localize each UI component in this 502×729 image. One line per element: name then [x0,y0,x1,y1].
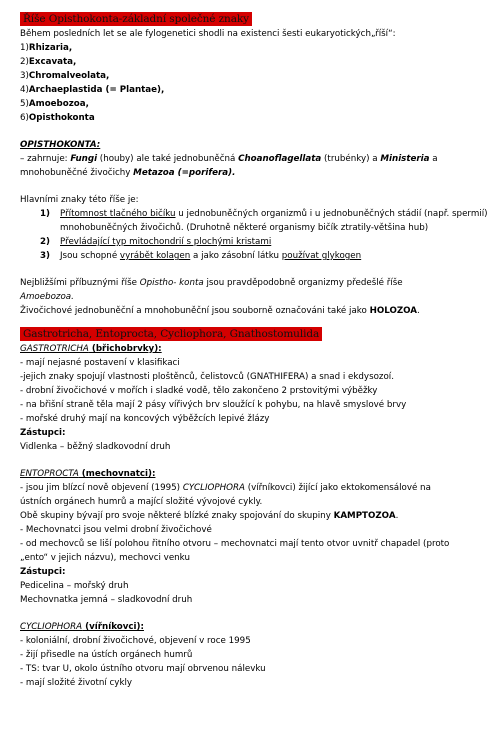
entoprocta-line-3: Obě skupiny bývají pro svoje některé blízké znaky spojování do skupiny KAMPTOZOA. [20,511,399,521]
species-item: Pedicelina – mořský druh [20,581,129,591]
list-item: - mořské druhý mají na koncových výběžcích lepivé žlázy [20,414,270,424]
section-heading: Říše Opisthokonta-základní společné znaky [20,12,252,26]
section-title-opisthokonta [20,12,492,27]
kingdom-item: 6)Opisthokonta [20,113,95,123]
zastupci-label: Zástupci: [20,567,66,577]
entoprocta-line-4: - Mechovnatci jsou velmi drobní živočichové [20,525,212,535]
gastrotricha-heading: GASTROTRICHA (břichobrvky): [20,344,162,354]
list-item: - TS: tvar U, okolo ústního otvoru mají obrvenou nálevku [20,664,266,674]
list-item: - drobní živočichové v mořích i sladké vodě, tělo zakončeno 2 prstovitými výběžky [20,386,378,396]
entoprocta-heading: ENTOPROCTA (mechovnatci): [20,469,156,479]
list-item: - na břišní straně těla mají 2 pásy vířivých brv sloužící k pohybu, na hlavě smyslové brvy [20,400,407,410]
kingdom-item: 5)Amoebozoa, [20,99,89,109]
entoprocta-line-5: - od mechovců se liší polohou řitního otvoru – mechovnatci mají tento otvor uvnitř chapadel (proto [20,539,450,549]
cycliophora-list [20,634,492,690]
kingdom-item: 3)Chromalveolata, [20,71,110,81]
document-page [20,12,492,690]
list-item: - mají složité životní cykly [20,678,133,688]
opisthokonta-line-2: mnohobuněčné živočichy Metazoa (=porifera). [20,168,236,178]
kingdom-list [20,41,492,125]
list-item: -jejich znaky spojují vlastnosti ploštěnců, čelistovců (GNATHIFERA) a snad i ekdysozoí. [20,372,394,382]
kingdom-item: 4)Archaeplastida (= Plantae), [20,85,165,95]
list-item: - mají nejasné postavení v klasifikaci [20,358,180,368]
traits-intro: Hlavními znaky této říše je: [20,195,139,205]
entoprocta-line-1: - jsou jim blízcí nově objevení (1995) CYCLIOPHORA (vířníkovci) žijící jako ektokomensálové na [20,483,431,493]
entoprocta-line-2: ústních orgánech humrů a mající složité vývojové cykly. [20,497,263,507]
section-heading: Gastrotricha, Entoprocta, Cycliophora, Gnathostomulida [20,327,322,341]
kingdom-item: 2)Excavata, [20,57,77,67]
opisthokonta-line-1: – zahrnuje: Fungi (houby) ale také jednobuněčná Choanoflagellata (trubénky) a Ministeria a [20,154,438,164]
trait-item-1: 1) Přítomnost tlačného bičíku u jednobuněčných organizmů i u jednobuněčných stádií (např. spermií) mnohobuněčných živočichů. (Druhotně některé organismy bičík ztratily-většina hub) [40,209,488,233]
cycliophora-heading: CYCLIOPHORA (vířníkovci): [20,622,144,632]
opisthokonta-heading: OPISTHOKONTA: [20,140,101,150]
kingdom-item: 1)Rhizaria, [20,43,73,53]
entoprocta-line-6: „ento“ v jejich názvu), mechovci venku [20,553,190,563]
section-title-gastrotricha [20,327,492,342]
species-item: Mechovnatka jemná – sladkovodní druh [20,595,193,605]
relatives-line-2: Amoebozoa. [20,292,74,302]
gastrotricha-list [20,356,492,426]
list-item: - koloniální, drobní živočichové, objevení v roce 1995 [20,636,251,646]
species-item: Vidlenka – běžný sladkovodní druh [20,442,171,452]
trait-item-3: 3) Jsou schopné vyrábět kolagen a jako zásobní látku používat glykogen [40,251,362,261]
holozoa-line: Živočichové jednobuněční a mnohobuněční jsou souborně označováni také jako HOLOZOA. [20,306,420,316]
relatives-line-1: Nejbližšími příbuznými říše Opistho- konta jsou pravděpodobně organizmy předešlé říše [20,278,403,288]
zastupci-label: Zástupci: [20,428,66,438]
intro-paragraph: Během posledních let se ale fylogenetici shodli na existenci šesti eukaryotických„říší“: [20,29,396,39]
list-item: - žijí přisedle na ústích orgánech humrů [20,650,193,660]
trait-item-2: 2) Převládající typ mitochondrií s plochými kristami [40,237,272,247]
